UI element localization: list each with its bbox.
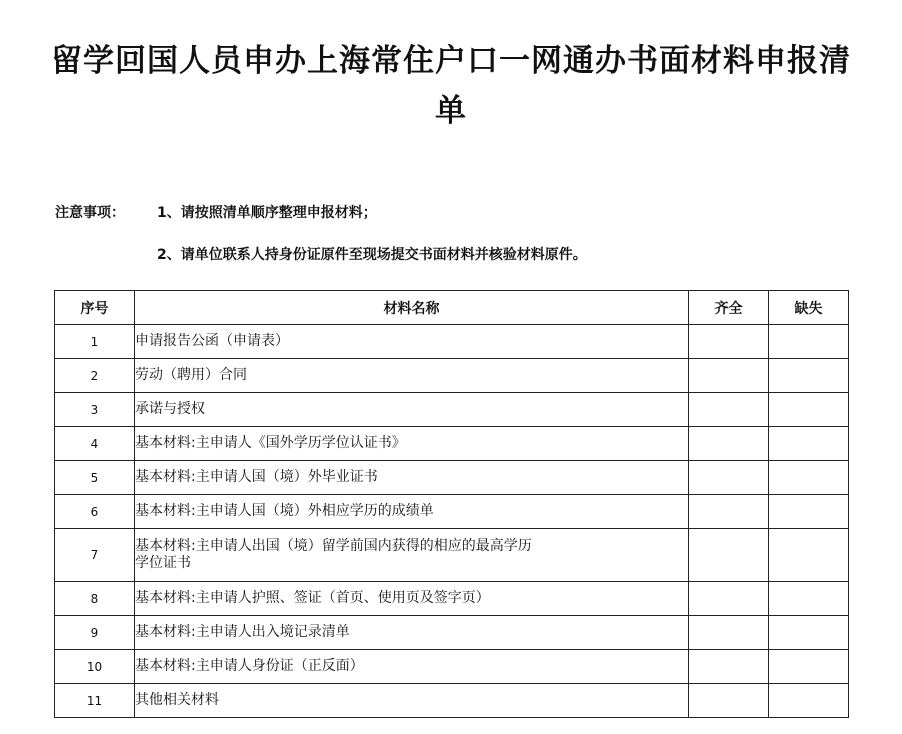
row-num: 8	[55, 582, 135, 616]
row-missing-cell	[769, 359, 849, 393]
header-complete: 齐全	[689, 291, 769, 325]
row-missing-cell	[769, 495, 849, 529]
material-name-text: 基本材料:主申请人国（境）外毕业证书	[135, 469, 378, 485]
row-complete-cell	[689, 461, 769, 495]
row-material-name	[135, 325, 689, 359]
table-header-row	[55, 291, 849, 325]
row-complete-cell	[689, 616, 769, 650]
material-name-text: 基本材料:主申请人出国（境）留学前国内获得的相应的最高学历学位证书	[135, 538, 532, 571]
table-row	[55, 529, 849, 582]
table-row	[55, 582, 849, 616]
row-missing-cell	[769, 461, 849, 495]
header-num: 序号	[55, 291, 135, 325]
row-complete-cell	[689, 393, 769, 427]
row-material-name	[135, 684, 689, 718]
row-material-name	[135, 650, 689, 684]
note-item: 2、请单位联系人持身份证原件至现场提交书面材料并核验材料原件。	[157, 247, 587, 263]
table-row	[55, 616, 849, 650]
row-material-name	[135, 495, 689, 529]
table-row	[55, 325, 849, 359]
row-num: 2	[55, 359, 135, 393]
row-complete-cell	[689, 495, 769, 529]
row-material-name	[135, 393, 689, 427]
row-num: 3	[55, 393, 135, 427]
row-num: 6	[55, 495, 135, 529]
row-num: 11	[55, 684, 135, 718]
material-name-text: 基本材料:主申请人身份证（正反面）	[135, 658, 364, 674]
row-num: 4	[55, 427, 135, 461]
material-name-text: 基本材料:主申请人护照、签证（首页、使用页及签字页）	[135, 590, 490, 606]
table-row	[55, 359, 849, 393]
row-missing-cell	[769, 325, 849, 359]
table-row	[55, 461, 849, 495]
material-name-text: 承诺与授权	[135, 401, 205, 417]
material-name-text: 基本材料:主申请人出入境记录清单	[135, 624, 350, 640]
row-missing-cell	[769, 650, 849, 684]
table-row	[55, 393, 849, 427]
table-row	[55, 495, 849, 529]
row-missing-cell	[769, 684, 849, 718]
row-num: 1	[55, 325, 135, 359]
row-complete-cell	[689, 582, 769, 616]
row-complete-cell	[689, 325, 769, 359]
row-complete-cell	[689, 650, 769, 684]
row-material-name	[135, 427, 689, 461]
row-num: 7	[55, 529, 135, 582]
row-complete-cell	[689, 359, 769, 393]
table-row	[55, 427, 849, 461]
table-row	[55, 684, 849, 718]
header-missing: 缺失	[769, 291, 849, 325]
row-complete-cell	[689, 684, 769, 718]
row-num: 5	[55, 461, 135, 495]
material-name-text: 基本材料:主申请人《国外学历学位认证书》	[135, 435, 406, 451]
row-missing-cell	[769, 529, 849, 582]
row-material-name	[135, 461, 689, 495]
materials-table	[54, 290, 849, 718]
material-name-text: 劳动（聘用）合同	[135, 367, 247, 383]
row-material-name	[135, 616, 689, 650]
row-complete-cell	[689, 529, 769, 582]
row-missing-cell	[769, 582, 849, 616]
row-num: 10	[55, 650, 135, 684]
note-item: 1、请按照清单顺序整理申报材料；	[157, 205, 377, 221]
material-name-text: 申请报告公函（申请表）	[135, 333, 289, 349]
notes-label: 注意事项：	[55, 205, 125, 221]
table-row	[55, 650, 849, 684]
material-name-text: 其他相关材料	[135, 692, 219, 708]
row-material-name	[135, 529, 689, 582]
row-num: 9	[55, 616, 135, 650]
document-title: 留学回国人员申办上海常住户口一网通办书面材料申报清单	[51, 43, 851, 129]
row-missing-cell	[769, 616, 849, 650]
row-material-name	[135, 582, 689, 616]
header-name: 材料名称	[135, 291, 689, 325]
row-material-name	[135, 359, 689, 393]
material-name-text: 基本材料:主申请人国（境）外相应学历的成绩单	[135, 503, 434, 519]
row-missing-cell	[769, 427, 849, 461]
row-missing-cell	[769, 393, 849, 427]
row-complete-cell	[689, 427, 769, 461]
